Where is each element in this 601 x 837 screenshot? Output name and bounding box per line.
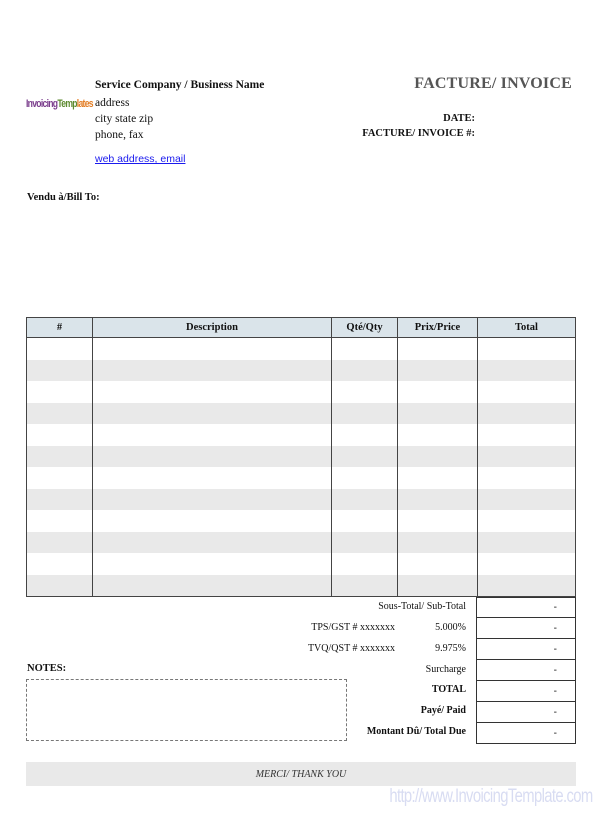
thank-you-text: MERCI/ THANK YOU — [255, 768, 347, 780]
cell-total[interactable] — [478, 403, 575, 425]
logo-text-1: Invoicing — [26, 98, 58, 110]
cell-total[interactable] — [478, 532, 575, 554]
cell-description[interactable] — [93, 446, 332, 468]
gst-value[interactable]: - — [476, 618, 576, 639]
total-value[interactable]: - — [476, 681, 576, 702]
table-row — [27, 381, 575, 403]
company-city: city state zip — [95, 113, 154, 125]
table-row — [27, 489, 575, 511]
cell-description[interactable] — [93, 575, 332, 597]
qst-rate: 9.975% — [435, 643, 466, 654]
cell-qty[interactable] — [332, 575, 398, 597]
cell-price[interactable] — [398, 338, 478, 360]
logo — [26, 98, 93, 110]
cell-qty[interactable] — [332, 338, 398, 360]
surcharge-label: Surcharge — [425, 664, 466, 675]
subtotal-label: Sous-Total/ Sub-Total — [378, 601, 466, 612]
cell-qty[interactable] — [332, 360, 398, 382]
column-header-total: Total — [515, 322, 538, 333]
cell-number[interactable] — [27, 489, 93, 511]
document-title: FACTURE/ INVOICE — [414, 75, 572, 92]
table-row — [27, 532, 575, 554]
cell-description[interactable] — [93, 338, 332, 360]
cell-price[interactable] — [398, 446, 478, 468]
thank-you-banner — [26, 762, 576, 786]
company-name: Service Company / Business Name — [95, 79, 265, 91]
table-row — [27, 575, 575, 597]
items-table — [26, 317, 576, 597]
cell-description[interactable] — [93, 360, 332, 382]
column-header-price: Prix/Price — [398, 318, 478, 337]
table-row — [27, 360, 575, 382]
total-label: TOTAL — [431, 684, 466, 695]
cell-number[interactable] — [27, 360, 93, 382]
cell-description[interactable] — [93, 489, 332, 511]
cell-description[interactable] — [93, 553, 332, 575]
bill-to-label: Vendu à/Bill To: — [27, 192, 100, 203]
cell-price[interactable] — [398, 381, 478, 403]
table-header — [27, 318, 575, 338]
cell-qty[interactable] — [332, 532, 398, 554]
total-due-value[interactable]: - — [476, 723, 576, 744]
cell-qty[interactable] — [332, 467, 398, 489]
cell-price[interactable] — [398, 467, 478, 489]
cell-qty[interactable] — [332, 553, 398, 575]
cell-qty[interactable] — [332, 381, 398, 403]
logo-text-3: lates — [76, 98, 93, 110]
cell-total[interactable] — [478, 510, 575, 532]
cell-total[interactable] — [478, 424, 575, 446]
cell-qty[interactable] — [332, 510, 398, 532]
cell-price[interactable] — [398, 403, 478, 425]
cell-number[interactable] — [27, 403, 93, 425]
company-address: address — [95, 97, 130, 109]
qst-value[interactable]: - — [476, 639, 576, 660]
table-row — [27, 553, 575, 575]
cell-number[interactable] — [27, 532, 93, 554]
column-header-number: # — [27, 318, 93, 337]
cell-number[interactable] — [27, 575, 93, 597]
table-row — [27, 338, 575, 360]
cell-number[interactable] — [27, 338, 93, 360]
cell-price[interactable] — [398, 532, 478, 554]
web-link[interactable]: web address, email — [95, 153, 186, 165]
cell-description[interactable] — [93, 381, 332, 403]
cell-total[interactable] — [478, 489, 575, 511]
cell-description[interactable] — [93, 532, 332, 554]
table-row — [27, 424, 575, 446]
cell-number[interactable] — [27, 446, 93, 468]
date-label: DATE: — [443, 113, 475, 124]
cell-total[interactable] — [478, 446, 575, 468]
cell-description[interactable] — [93, 403, 332, 425]
cell-total[interactable] — [478, 381, 575, 403]
subtotal-value[interactable]: - — [476, 597, 576, 618]
qst-label: TVQ/QST # xxxxxxx — [307, 643, 395, 654]
total-due-label: Montant Dû/ Total Due — [366, 726, 466, 737]
paid-value[interactable]: - — [476, 702, 576, 723]
table-row — [27, 403, 575, 425]
table-row — [27, 446, 575, 468]
company-phone: phone, fax — [95, 129, 144, 141]
column-header-qty: Qté/Qty — [332, 318, 398, 337]
cell-total[interactable] — [478, 575, 575, 597]
cell-description[interactable] — [93, 510, 332, 532]
cell-price[interactable] — [398, 489, 478, 511]
cell-number[interactable] — [27, 381, 93, 403]
cell-description[interactable] — [93, 424, 332, 446]
paid-label: Payé/ Paid — [420, 705, 466, 716]
cell-number[interactable] — [27, 553, 93, 575]
notes-label: NOTES: — [27, 663, 67, 674]
cell-total[interactable] — [478, 467, 575, 489]
gst-rate: 5.000% — [435, 622, 466, 633]
cell-price[interactable] — [398, 360, 478, 382]
column-header-description: Description — [93, 318, 332, 337]
surcharge-value[interactable]: - — [476, 660, 576, 681]
cell-price[interactable] — [398, 424, 478, 446]
cell-qty[interactable] — [332, 424, 398, 446]
cell-total[interactable] — [478, 553, 575, 575]
cell-qty[interactable] — [332, 403, 398, 425]
cell-number[interactable] — [27, 424, 93, 446]
table-row — [27, 467, 575, 489]
cell-number[interactable] — [27, 510, 93, 532]
cell-number[interactable] — [27, 467, 93, 489]
cell-description[interactable] — [93, 467, 332, 489]
cell-price[interactable] — [398, 510, 478, 532]
cell-total[interactable] — [478, 338, 575, 360]
notes-field[interactable] — [26, 679, 347, 741]
logo-text-2: Temp — [57, 98, 77, 110]
gst-label: TPS/GST # xxxxxxx — [311, 622, 395, 633]
cell-qty[interactable] — [332, 446, 398, 468]
watermark: http://www.InvoicingTemplate.com — [389, 786, 593, 807]
cell-price[interactable] — [398, 553, 478, 575]
cell-total[interactable] — [478, 360, 575, 382]
cell-qty[interactable] — [332, 489, 398, 511]
invoice-number-label: FACTURE/ INVOICE #: — [362, 128, 475, 139]
table-row — [27, 510, 575, 532]
cell-price[interactable] — [398, 575, 478, 597]
